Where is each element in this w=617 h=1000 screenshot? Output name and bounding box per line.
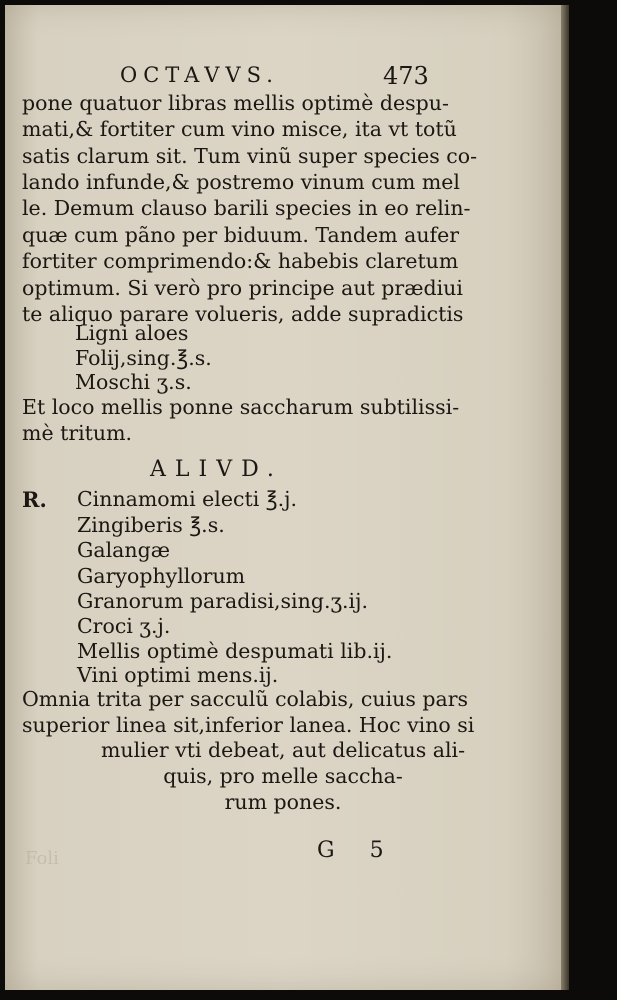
ingredient-item: Galangæ xyxy=(77,538,170,562)
addition-item: Folij,sing.℥.s. xyxy=(75,346,212,370)
body-line: mati,& fortiter cum vino misce, ita vt totũ xyxy=(22,117,457,141)
centered-line: quis, pro melle saccha- xyxy=(163,764,403,788)
page-number: 473 xyxy=(383,62,429,90)
body-line: Omnia trita per sacculũ colabis, cuius pars xyxy=(22,687,469,711)
book-page xyxy=(5,5,561,990)
ingredient-item: Mellis optimè despumati lib.ij. xyxy=(77,639,393,663)
body-line: le. Demum clauso barili species in eo relin- xyxy=(22,196,471,220)
addition-item: Ligni aloes xyxy=(75,321,189,345)
ingredient-item: Croci ʒ.j. xyxy=(77,614,171,638)
show-through-text: Foli xyxy=(25,848,59,869)
ingredient-item: Cinnamomi electi ℥.j. xyxy=(77,487,298,511)
body-line: optimum. Si verò pro principe aut prædiui xyxy=(22,276,463,300)
centered-line: mulier vti debeat, aut delicatus ali- xyxy=(100,738,466,762)
closing-line: mè tritum. xyxy=(22,421,133,445)
page-edge xyxy=(561,5,569,990)
ingredient-item: Vini optimi mens.ij. xyxy=(77,663,279,687)
body-line: lando infunde,& postremo vinum cum mel xyxy=(22,170,460,194)
ingredient-item: Garyophyllorum xyxy=(77,564,246,588)
ingredient-item: Granorum paradisi,sing.ʒ.ij. xyxy=(77,589,368,613)
ingredient-item: Zingiberis ℥.s. xyxy=(77,513,225,537)
recipe-mark: R. xyxy=(22,487,47,512)
body-line: te aliquo parare volueris, adde supradictis xyxy=(22,302,464,326)
body-line: fortiter comprimendo:& habebis claretum xyxy=(22,249,459,273)
closing-line: Et loco mellis ponne saccharum subtilissi- xyxy=(22,395,460,419)
section-title: ALIVD. xyxy=(150,457,283,482)
body-line: satis clarum sit. Tum vinũ super species co- xyxy=(22,144,478,168)
body-line: quæ cum pãno per biduum. Tandem aufer xyxy=(22,223,460,247)
addition-item: Moschi ʒ.s. xyxy=(75,370,192,394)
running-header-title: OCTAVVS. xyxy=(120,63,279,87)
centered-line: rum pones. xyxy=(224,790,342,814)
signature-mark: G 5 xyxy=(317,838,398,863)
body-line: superior linea sit,inferior lanea. Hoc vino si xyxy=(22,713,475,737)
body-line: pone quatuor libras mellis optimè despu- xyxy=(22,91,449,115)
